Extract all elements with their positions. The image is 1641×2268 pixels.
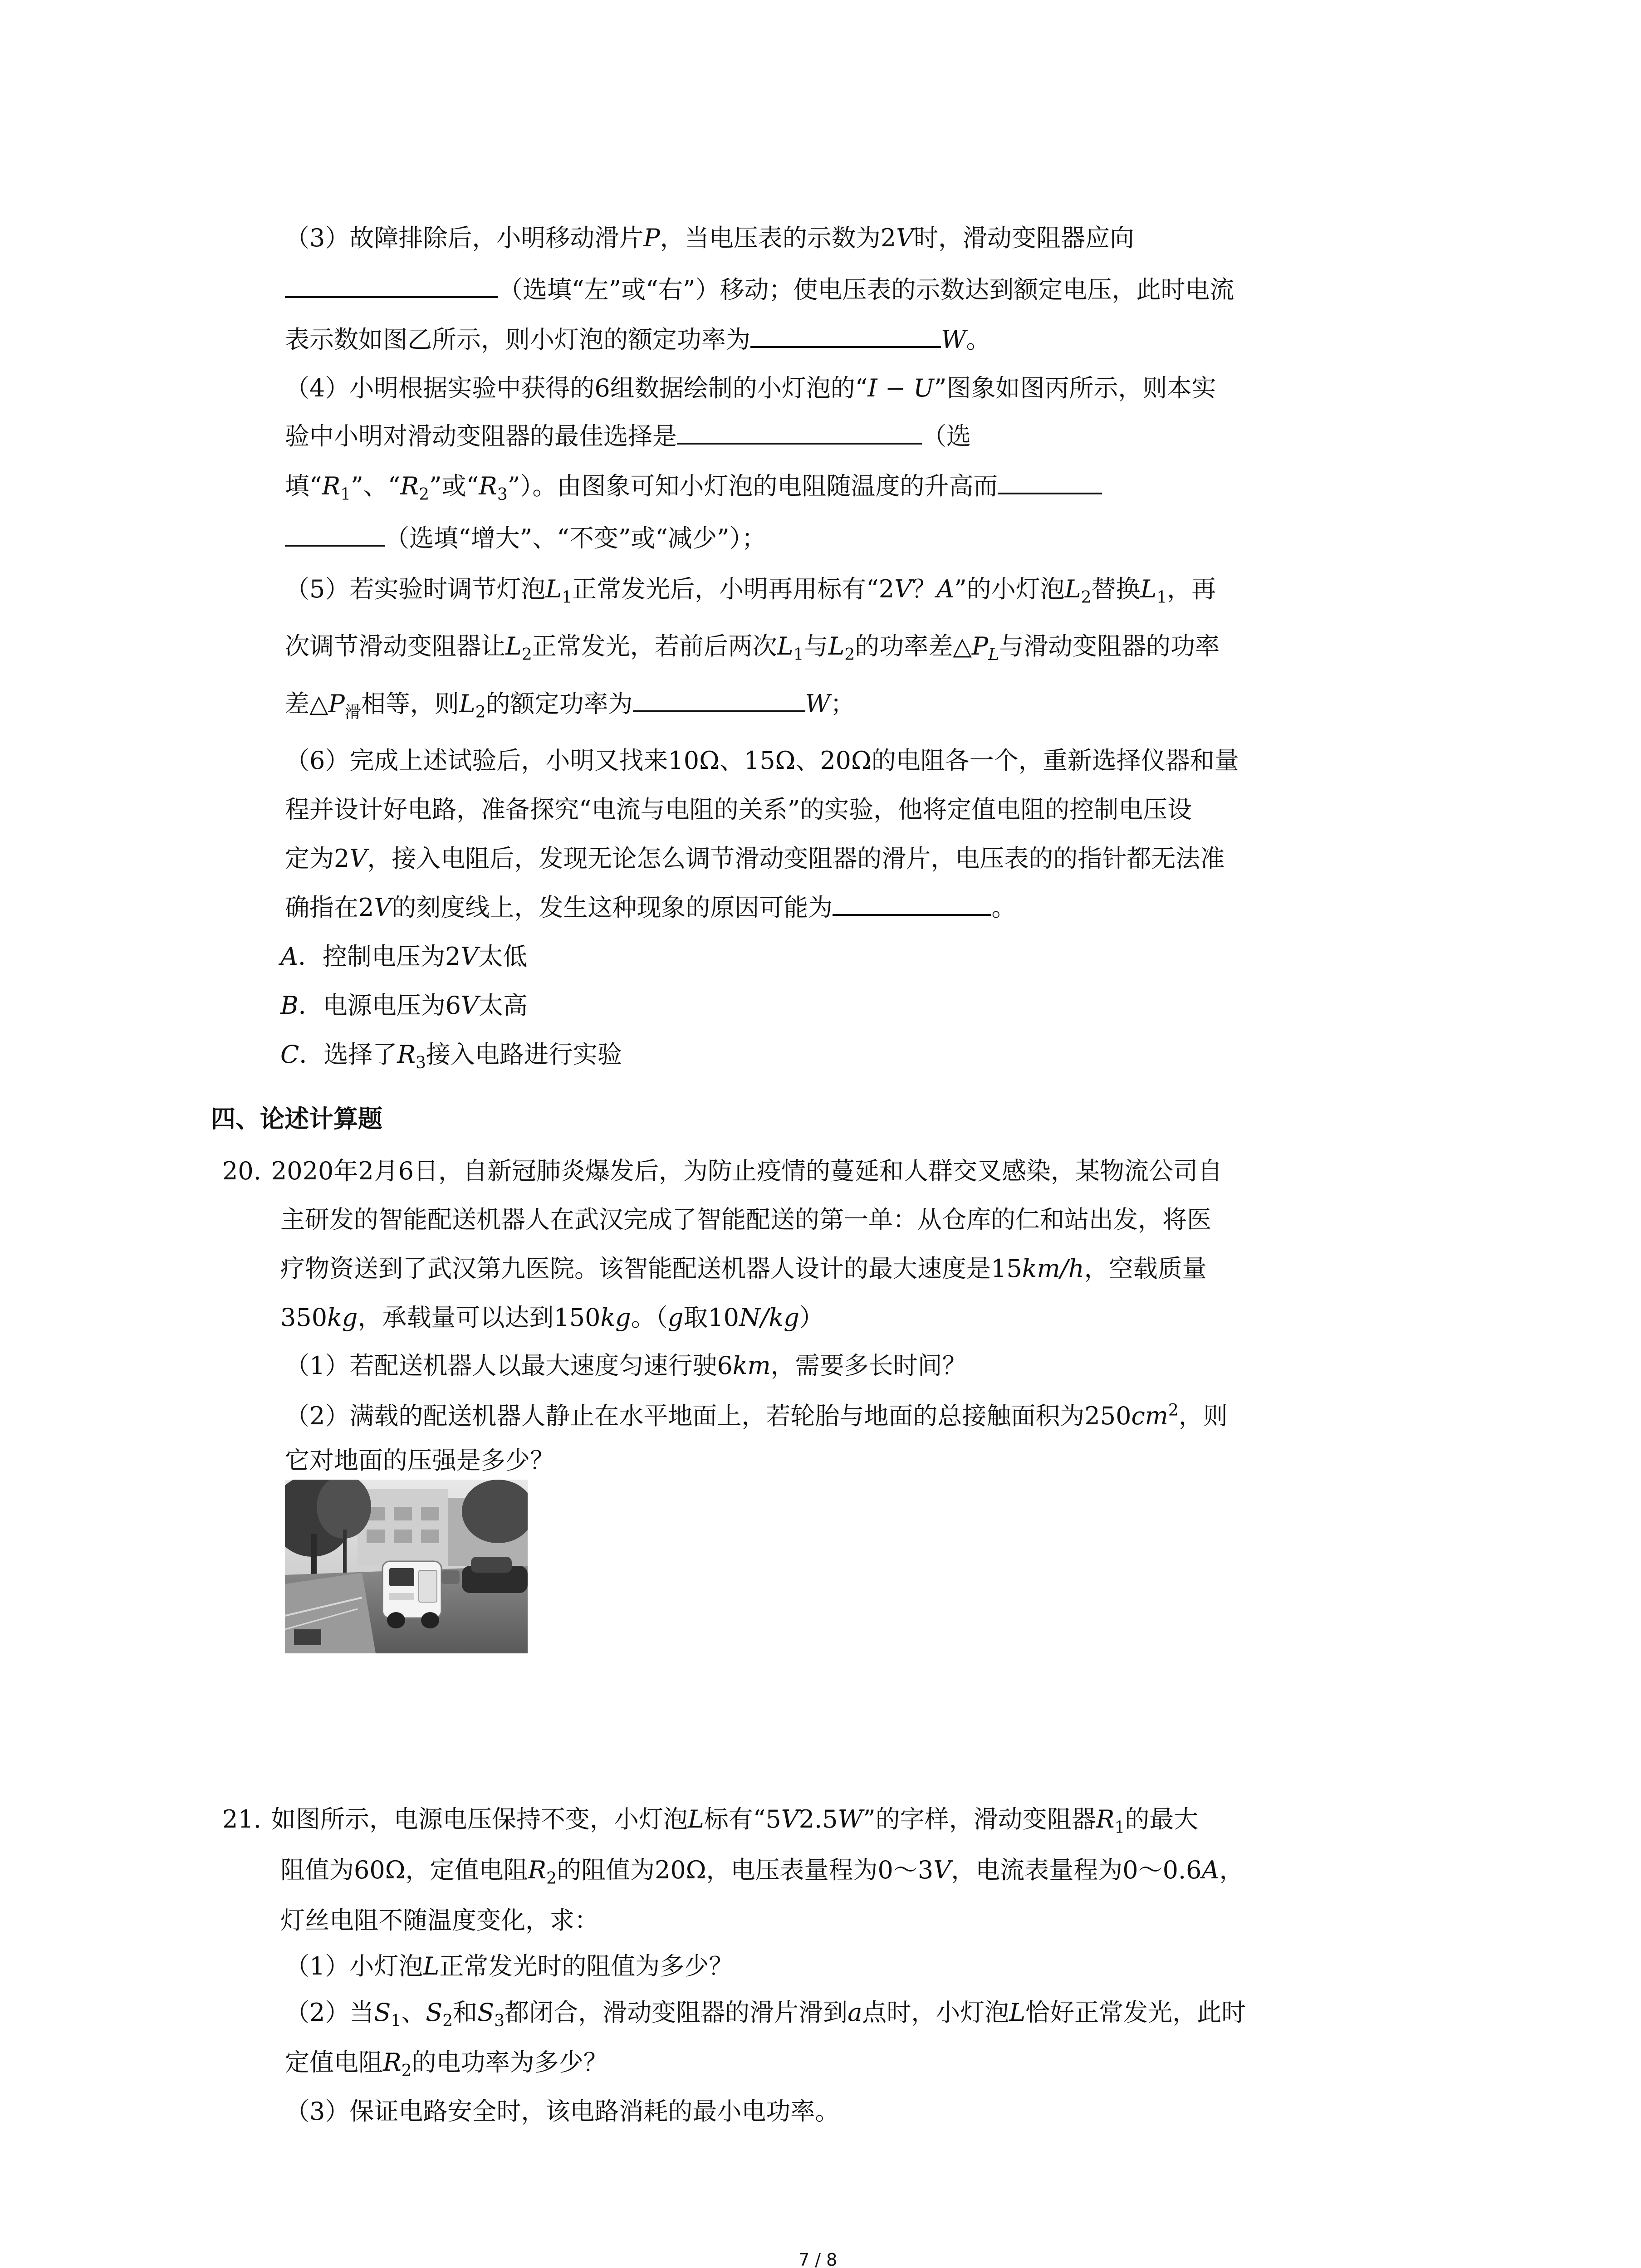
subscript: 2 [546,1869,557,1888]
subscript: 3 [497,485,508,504]
symbol-l: L [505,632,522,660]
text: ．选择了 [299,1040,397,1069]
text: 的额定功率为 [485,689,633,718]
q19-part3-line2 [285,275,1234,304]
answer-blank[interactable] [677,442,922,445]
text: 确指在2 [285,893,374,922]
symbol-l: L [777,632,794,660]
q19-part6-line3 [285,846,1225,871]
unit-v: V [349,844,367,873]
q19-part6-line2 [285,797,1192,822]
subscript: 1 [340,485,351,504]
symbol-s: S [426,1998,443,2027]
subscript: 1 [1156,588,1167,607]
symbol-r: R [528,1856,547,1884]
text: 正常发光，若前后两次 [532,632,777,660]
q19-part5-line1 [285,577,1216,606]
subscript: 2 [521,645,532,664]
unit-v: V [460,942,479,971]
symbol-r: R [397,1040,416,1069]
text: 的最大 [1125,1805,1199,1833]
unit-a: A [1201,1856,1220,1884]
q21-line2 [280,1858,1244,1887]
unit-cm: cm [1131,1402,1168,1430]
text: 的电功率为多少？ [411,2048,608,2077]
q21-line1 [222,1807,1198,1836]
text: 相等，则 [361,689,459,718]
text: 标有“5 [704,1805,781,1833]
text: 的阻值为20Ω，电压表量程为0～3 [557,1856,934,1884]
subscript: 2 [419,485,429,504]
answer-blank[interactable] [285,544,385,547]
answer-blank[interactable] [998,492,1102,494]
question-number: 21. [222,1805,261,1833]
unit-v: V [374,893,392,922]
answer-blank[interactable] [750,346,941,348]
answer-blank[interactable] [833,914,991,916]
unit-a: A [936,575,955,603]
q21-sub3 [285,2099,839,2124]
q20-line4 [280,1305,824,1330]
unit-kg: kg [600,1303,631,1332]
text: （2）当 [285,1998,374,2027]
symbol-l: L [828,632,845,660]
symbol-g: g [667,1303,684,1332]
unit-kg: kg [327,1303,358,1332]
option-letter: B [280,991,299,1020]
text: 定为2 [285,844,350,873]
text: 灯丝电阻不随温度变化，求： [280,1906,599,1935]
text: 恰好正常发光，此时 [1025,1998,1246,2027]
q20-line3 [280,1256,1207,1281]
text: （2）满载的配送机器人静止在水平地面上，若轮胎与地面的总接触面积为250 [285,1402,1132,1430]
subscript: 1 [1114,1818,1125,1837]
text: 点时，小灯泡 [862,1998,1009,2027]
subscript: 2 [1081,588,1092,607]
text: 的功率差△ [855,632,972,660]
q19-part3-line1 [285,226,1134,250]
page-number: 7 / 8 [798,2250,838,2268]
text: ”或“ [429,472,479,500]
text: 如图所示，电源电压保持不变，小灯泡 [271,1805,688,1833]
symbol-u: U [913,374,934,402]
text: 都闭合，滑动变阻器的滑片滑到 [505,1998,848,2027]
unit-w: W [941,325,966,354]
text: （选 [922,422,971,450]
text: 填“ [285,472,322,500]
subscript: 3 [416,1053,426,1072]
subscript: L [988,645,999,664]
text: 正常发光时的阻值为多少？ [439,1952,734,1980]
text: 接入电路进行实验 [426,1040,622,1069]
symbol-l: L [1064,575,1081,603]
section-heading: 四、论述计算题 [211,1105,382,1133]
unit-v: V [461,991,479,1020]
subscript: 1 [793,645,804,664]
text: 太高 [479,991,528,1020]
text: 疗物资送到了武汉第九医院。该智能配送机器人设计的最大速度是15 [280,1254,1022,1283]
q20-line2 [280,1207,1211,1232]
subscript: 2 [442,2011,453,2030]
q19-part3-line3 [285,327,991,352]
q19-part4-line4 [285,526,766,551]
symbol-r: R [400,472,419,500]
text: 程并设计好电路，准备探究“电流与电阻的关系”的实验，他将定值电阻的控制电压设 [285,795,1192,824]
unit-w: W [838,1805,863,1833]
text: ，再 [1167,575,1216,603]
unit-v: V [896,224,914,252]
text: （3）故障排除后，小明移动滑片 [285,224,644,252]
text: ， [1219,1856,1244,1884]
text: ，接入电阻后，发现无论怎么调节滑动变阻器的滑片，电压表的的指针都无法准 [367,844,1225,873]
text: ．电源电压为6 [298,991,461,1020]
subscript: 2 [475,703,486,722]
text: ） [799,1303,824,1332]
symbol-l: L [1009,1998,1026,2027]
option-b[interactable] [280,993,528,1018]
text: − [877,374,914,402]
text: 2.5 [798,1805,838,1833]
unit-nkg: N/kg [739,1303,799,1332]
text: 它对地面的压强是多少？ [285,1446,554,1475]
symbol-r: R [383,2048,402,2077]
text: ； [830,689,855,718]
text: 主研发的智能配送机器人在武汉完成了智能配送的第一单：从仓库的仁和站出发，将医 [280,1205,1211,1234]
superscript: 2 [1168,1401,1179,1420]
option-letter: C [280,1040,299,1069]
text: ，当电压表的示数为2 [660,224,896,252]
text: （1）若配送机器人以最大速度匀速行驶6 [285,1351,733,1380]
text: 定值电阻 [285,2048,383,2077]
q19-part6-line4 [285,895,1016,920]
symbol-l: L [1140,575,1157,603]
symbol-l: L [545,575,562,603]
unit-w: W [805,689,831,718]
symbol-p: P [643,224,660,252]
text: （3）保证电路安全时，该电路消耗的最小电功率。 [285,2097,840,2126]
text: 2020年2月6日，自新冠肺炎爆发后，为防止疫情的蔓延和人群交叉感染，某物流公司自 [271,1157,1223,1185]
text: 。（ [631,1303,668,1332]
symbol-a: a [847,1998,862,2027]
text: ，则 [1178,1402,1228,1430]
q21-sub2-line2 [285,2050,608,2079]
unit-v: V [781,1805,799,1833]
q21-sub2-line1 [285,2000,1246,2029]
text: 差△ [285,689,328,718]
text: 。 [966,325,991,354]
text: ”的小灯泡 [954,575,1065,603]
symbol-i: I [867,374,877,402]
text: ”图象如图丙所示，则本实 [934,374,1216,402]
q20-sub1 [285,1351,967,1380]
subscript: 1 [562,588,573,607]
q21-line3 [280,1908,599,1933]
q19-part5-line2 [285,634,1220,663]
symbol-s: S [477,1998,495,2027]
symbol-l: L [687,1805,704,1833]
text: 太低 [478,942,528,971]
text: （6）完成上述试验后，小明又找来10Ω、15Ω、20Ω的电阻各一个，重新选择仪器和量 [285,746,1239,775]
text: （4）小明根据实验中获得的6组数据绘制的小灯泡的“ [285,374,868,402]
option-a[interactable] [280,944,527,969]
text: 350 [280,1303,328,1332]
subscript: 滑 [344,703,361,722]
text: ，空载质量 [1084,1254,1207,1283]
subscript: 2 [844,645,855,664]
subscript: 2 [401,2061,412,2080]
unit-v: V [894,575,912,603]
q19-part6-line1 [285,748,1239,773]
question-number: 20. [222,1157,261,1185]
text: 取10 [683,1303,740,1332]
q19-part5-line3 [285,689,855,722]
text: 表示数如图乙所示，则小灯泡的额定功率为 [285,325,750,354]
unit-kmh: km/h [1022,1254,1084,1283]
q21-sub1 [285,1954,733,1979]
subscript: 3 [494,2011,505,2030]
text: ，电流表量程为0～0.6 [951,1856,1202,1884]
text: ”）。由图象可知小灯泡的电阻随温度的升高而 [507,472,998,500]
q19-part4-line1 [285,376,1216,401]
symbol-r: R [479,472,497,500]
text: 与滑动变阻器的功率 [999,632,1220,660]
text: 和 [453,1998,478,2027]
symbol-p: P [328,689,345,718]
text: 。 [991,893,1016,922]
text: 与 [803,632,828,660]
text: ，承载量可以达到150 [358,1303,601,1332]
answer-blank[interactable] [285,296,498,298]
text: 替换 [1091,575,1141,603]
symbol-l: L [423,1952,440,1980]
text: ．控制电压为2 [298,942,461,971]
text: 的刻度线上，发生这种现象的原因可能为 [392,893,833,922]
text: ，需要多长时间？ [770,1351,967,1380]
option-c[interactable] [280,1042,622,1071]
text: ”、“ [351,472,401,500]
q20-sub2-line2 [285,1448,554,1473]
delivery-robot-image [285,1480,528,1653]
text: 正常发光后，小明再用标有“2 [572,575,895,603]
text: 时，滑动变阻器应向 [914,224,1135,252]
delivery-robot-photo [285,1480,528,1653]
answer-blank[interactable] [633,710,805,712]
text: （选填“增大”、“不变”或“减少”）； [385,524,766,552]
option-letter: A [280,942,298,971]
subscript: 1 [391,2011,402,2030]
unit-km: km [732,1351,771,1380]
unit-v: V [933,1856,951,1884]
symbol-s: S [374,1998,391,2027]
symbol-l: L [459,689,475,718]
symbol-r: R [1096,1805,1115,1833]
q20-sub2-line1 [285,1403,1228,1428]
q20-line1 [222,1159,1222,1183]
text: 阻值为60Ω，定值电阻 [280,1856,528,1884]
text: 验中小明对滑动变阻器的最佳选择是 [285,422,677,450]
text: ”的字样，滑动变阻器 [863,1805,1096,1833]
text: 、 [401,1998,426,2027]
symbol-p: P [971,632,989,660]
q19-part4-line2 [285,424,971,449]
text: ？ [912,575,937,603]
text: （5）若实验时调节灯泡 [285,575,546,603]
text: 次调节滑动变阻器让 [285,632,505,660]
symbol-r: R [322,472,341,500]
text: （选填“左”或“右”）移动；使电压表的示数达到额定电压，此时电流 [498,275,1234,304]
text: （1）小灯泡 [285,1952,423,1980]
q19-part4-line3 [285,474,1102,503]
